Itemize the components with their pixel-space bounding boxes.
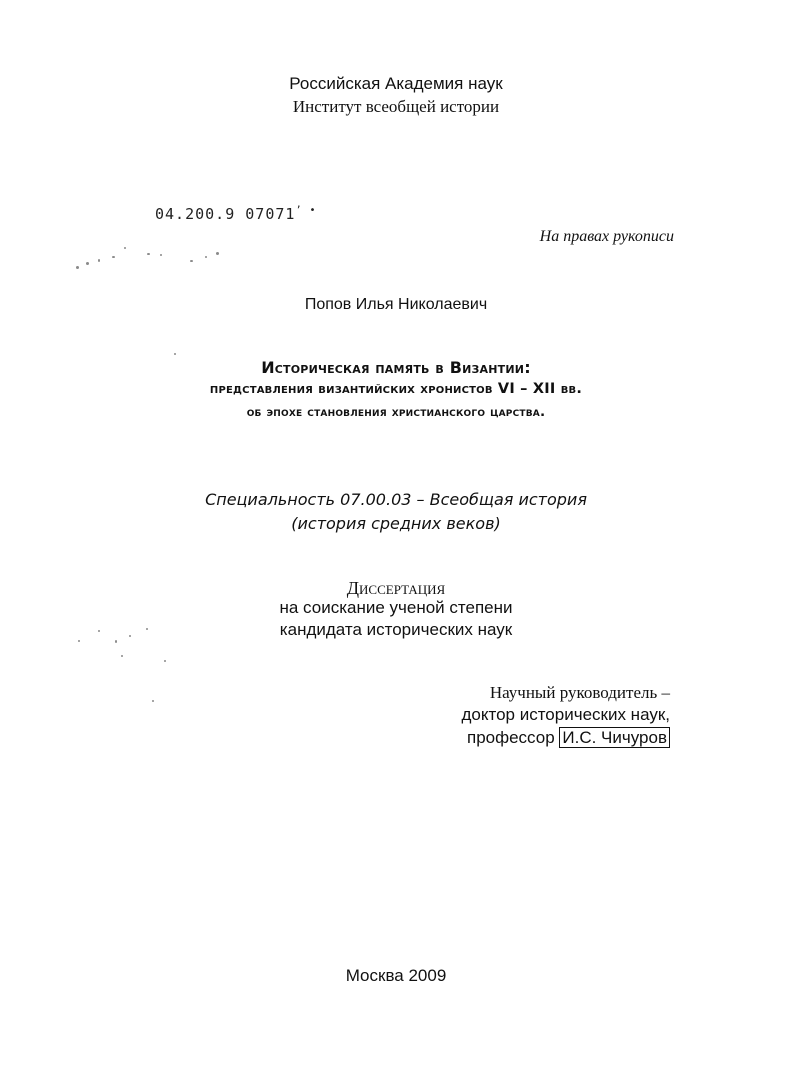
scan-speck (164, 660, 166, 662)
title-line-1: Историческая память в Византии: (261, 358, 531, 377)
supervisor-degree: доктор исторических наук, (461, 705, 670, 724)
supervisor-title-name (467, 728, 670, 748)
scan-speck (129, 635, 131, 637)
scan-speck (76, 266, 79, 269)
scan-speck (78, 640, 80, 642)
registration-number-text: 04.200.9 07071 (155, 205, 296, 223)
scan-speck (124, 247, 126, 249)
place-year: Москва 2009 (345, 966, 447, 985)
academy-name: Российская Академия наук (289, 74, 503, 93)
scan-speck (152, 700, 154, 702)
registration-number (155, 205, 317, 223)
scan-speck (98, 630, 100, 632)
dissertation-line-2: кандидата исторических наук (279, 620, 513, 639)
scan-speck (160, 254, 162, 256)
registration-mark: ’ • (295, 205, 317, 216)
supervisor-role: Научный руководитель – (489, 683, 670, 702)
institute-name: Институт всеобщей истории (292, 97, 500, 116)
scan-speck (115, 640, 117, 643)
specialty-line-2: (история средних веков) (291, 514, 501, 533)
title-line-2: представления византийских хронистов VI – XII вв. (209, 381, 583, 397)
scan-speck (121, 655, 123, 657)
title-line-3: об эпохе становления христианского царства. (246, 404, 546, 420)
rights-note: На правах рукописи (539, 228, 674, 245)
scan-speck (174, 353, 176, 355)
specialty-line-1: Специальность 07.00.03 – Всеобщая история (205, 490, 587, 509)
dissertation-line-1: на соискание ученой степени (279, 598, 513, 617)
supervisor-name: И.С. Чичуров (559, 727, 670, 748)
supervisor-title: профессор (467, 728, 555, 747)
author-name: Попов Илья Николаевич (304, 296, 488, 313)
scan-speck (147, 253, 150, 255)
scan-speck (112, 256, 115, 258)
scan-speck (98, 259, 100, 262)
scan-speck (146, 628, 148, 630)
scan-speck (86, 262, 89, 265)
dissertation-label: Диссертация (346, 578, 446, 598)
scan-speck (190, 260, 193, 262)
scan-speck (205, 256, 207, 258)
scan-speck (216, 252, 219, 255)
